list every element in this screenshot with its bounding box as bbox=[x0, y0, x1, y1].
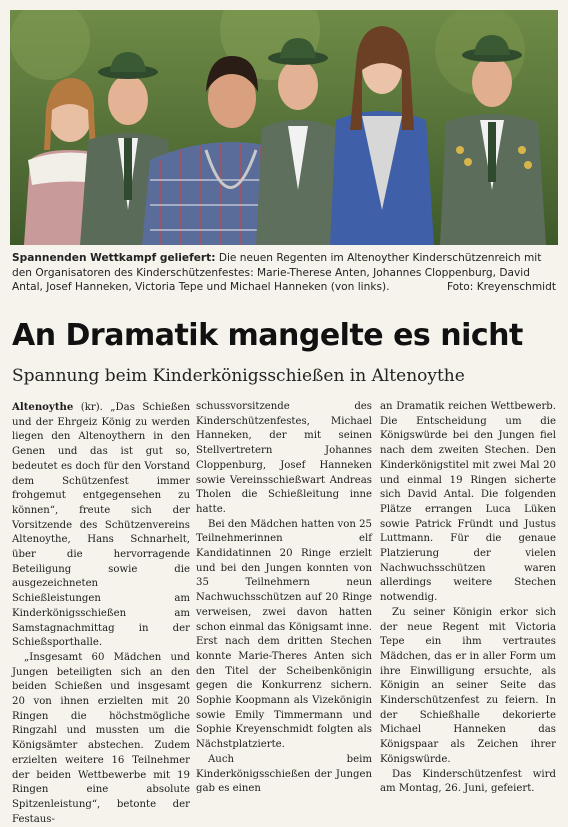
article-paragraph: „Insgesamt 60 Mädchen und Jungen beteiligten sich an den beiden Schießen und insgesamt 20 von ihnen erzielten mit 20 Ringen die höchstmögliche Ringzahl und mussten um die Königsämter abstechen. Zudem erzielten weitere 16 Teilnehmer der beiden Wettbewerbe mit 19 Ringen eine absolute Spitzenleistung“, betonte der Festaus- bbox=[12, 651, 190, 825]
photo-credit: Foto: Kreyenschmidt bbox=[446, 281, 556, 293]
article-paragraph: Auch beim Kinderkönigsschießen der Jungen gab es einen bbox=[196, 753, 372, 795]
article-paragraph: Bei den Mädchen hatten von 25 Teilnehmerinnen elf Kandidatinnen 20 Ringe erzielt und bei den Jungen konnten von 35 Teilnehmern neun Nachwuchsschützen auf 20 Ringe verweisen, zwei davon hatten schon einmal das Königsamt inne. Erst nach dem dritten Stechen konnte Marie-Theres Anten sich den Titel der Scheibenkönigin gegen die Konkurrenz sichern. Sophie Koopmann als Vizekönigin sowie Emily Timmermann und Sophie Kreyenschmidt folgten als Nächstplatzierte. bbox=[196, 518, 372, 751]
subheadline: Spannung beim Kinderkönigsschießen in Altenoythe bbox=[12, 366, 465, 386]
caption-text: Die neuen Regenten im Altenoyther Kinderschützenreich mit den Organisatoren des Kinderschützenfestes: Marie-Therese Anten, Johannes Cloppenburg, David Antal, Josef Hanneken, Victoria Tepe und Michael Hanneken (von links). bbox=[12, 252, 542, 293]
paragraph-text: (kr). „Das Schießen und der Ehrgeiz König zu werden liegen den Altenoythern in den Genen und das ist gut so, bedeutet es doch für den Vorstand dem Schützenfest immer frohgemut entgegensehen zu können“, freute sich der Vorsitzende des Schützenvereins Altenoythe, Hans Schnarhelt, über die hervorragende Beteiligung sowie die ausgezeichneten Schießleistungen am Kinderkönigsschießen am Samstagnachmittag in der Schießsporthalle. bbox=[12, 402, 190, 649]
article-paragraph: Zu seiner Königin erkor sich der neue Regent mit Victoria Tepe ein ihm vertrautes Mädchen, das er in aller Form um ihre Einwilligung ersuchte, als Königin an seiner Seite das Kinderschützenfest zu feiern. In der Schießhalle dekorierte Michael Hanneken das Königspaar als Zeichen ihrer Königswürde. bbox=[380, 606, 556, 765]
article-paragraph: schussvorsitzende des Kinderschützenfestes, Michael Hanneken, der mit seinen Stellvertretern Johannes Cloppenburg, Josef Hanneken sowie Vereinsschießwart Andreas Tholen die Schießleitung inne hatte. bbox=[196, 401, 372, 515]
article-paragraph bbox=[12, 400, 190, 651]
headline: An Dramatik mangelte es nicht bbox=[12, 318, 523, 353]
article-column-2 bbox=[196, 400, 372, 797]
group-photo bbox=[10, 10, 558, 245]
article-paragraph: Das Kinderschützenfest wird am Montag, 26. Juni, gefeiert. bbox=[380, 768, 556, 795]
caption-lead: Spannenden Wettkampf geliefert: bbox=[12, 252, 216, 264]
article-column-1 bbox=[12, 400, 190, 827]
article-column-3 bbox=[380, 400, 556, 797]
photo-caption bbox=[12, 251, 556, 295]
dateline: Altenoythe bbox=[12, 401, 74, 413]
group-photo-illustration bbox=[10, 10, 558, 245]
article-paragraph: an Dramatik reichen Wettbewerb. Die Entscheidung um die Königswürde bei den Jungen fiel nach dem zweiten Stechen. Den Kinderkönigstitel mit zwei Mal 20 und einmal 19 Ringen sicherte sich David Antal. Die folgenden Plätze errangen Luca Lüken sowie Patrick Fründt und Justus Luttmann. Für die genaue Platzierung der vielen Nachwuchsschützen waren allerdings weitere Stechen notwendig. bbox=[380, 401, 556, 604]
